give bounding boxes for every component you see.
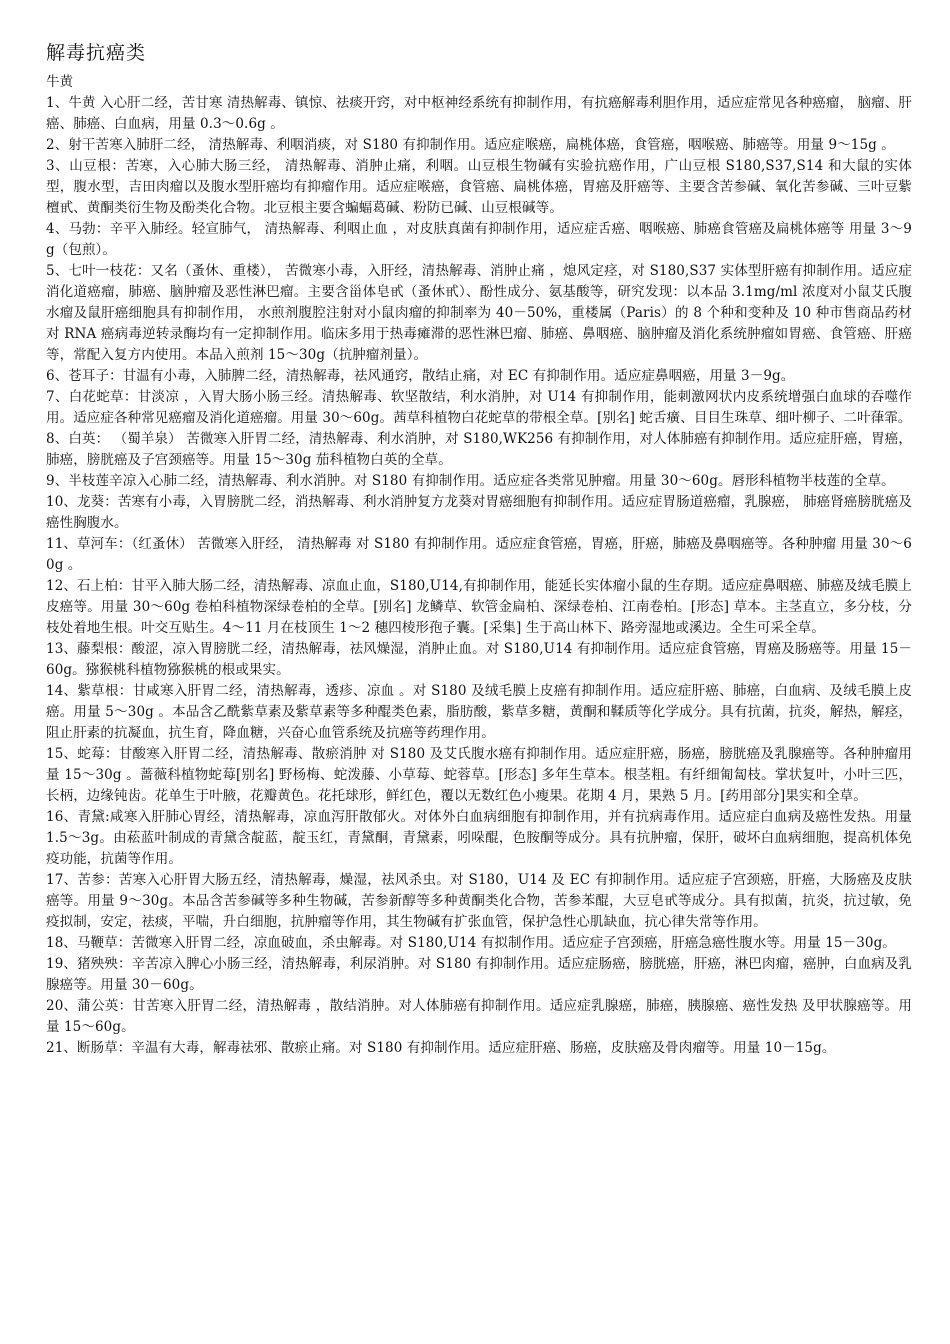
entry-19: 19、猪殃殃：辛苦凉入脾心小肠三经，清热解毒，利尿消肿。对 S180 有抑制作用。适应症肠癌，膀胱癌，肝癌，淋巴肉瘤，癌肿，白血病及乳腺癌等。用量 30－60g。 <box>46 956 912 993</box>
entry-list <box>46 93 912 1059</box>
entry-16: 16、青黛:咸寒入肝肺心胃经，清热解毒，凉血泻肝散郁火。对体外白血病细胞有抑制作用，并有抗病毒作用。适应症白血病及癌性发热。用量 1.5～3g。由菘蓝叶制成的青黛含靛蓝，靛玉红，青黛酮，青黛素，吲哚醌，色胺酮等成分。具有抗肿瘤，保肝，破坏白血病细胞，提高机体免疫功能，抗菌等作用。 <box>46 809 912 867</box>
entry-7: 7、白花蛇草：甘淡凉 ，入胃大肠小肠三经。清热解毒、软坚散结，利水消肿，对 U14 有抑制作用，能刺激网状内皮系统增强白血球的吞噬作用。适应症各种常见癌瘤及消化道癌瘤。用量 30～60g。茜草科植物白花蛇草的带根全草。[别名] 蛇舌癀、目目生珠草、细叶柳子、二叶葎霏。 <box>46 389 912 426</box>
entry-21: 21、断肠草：辛温有大毒，解毒祛邪、散瘀止痛。对 S180 有抑制作用。适应症肝癌、肠癌，皮肤癌及骨肉瘤等。用量 10－15g。 <box>46 1040 836 1056</box>
entry-18: 18、马鞭草：苦微寒入肝胃二经，凉血破血，杀虫解毒。对 S180,U14 有拟制作用。适应症子宫颈癌，肝癌急癌性腹水等。用量 15－30g。 <box>46 935 896 951</box>
entry-8: 8、白英： （蜀羊泉） 苦微寒入肝胃二经，清热解毒、利水消肿，对 S180,WK256 有抑制作用，对人体肺癌有抑制作用。适应症肝癌，胃癌，肺癌，膀胱癌及子宫颈癌等。用量 15～30g 茄科植物白英的全草。 <box>46 431 912 468</box>
entry-3: 3、山豆根：苦寒，入心肺大肠三经， 清热解毒、消肿止痛，利咽。山豆根生物碱有实验抗癌作用，广山豆根 S180,S37,S14 和大鼠的实体型，腹水型，吉田肉瘤以及腹水型肝癌均有抑瘤作用。适应症喉癌，食管癌、扁桃体癌，胃癌及肝癌等、主要含苦参碱、氧化苦参碱、三叶豆紫檀甙、黄酮类衍生物及酚类化合物。北豆根主要含蝙蝠葛碱、粉防已碱、山豆根碱等。 <box>46 158 912 216</box>
entry-14: 14、紫草根：甘咸寒入肝胃二经，清热解毒，透疹、凉血 。对 S180 及绒毛膜上皮癌有抑制作用。适应症肝癌、肺癌，白血病、及绒毛膜上皮癌。用量 5～30g 。本品含乙酰紫草素及紫草素等多种醌类色素，脂肪酸，紫草多糖，黄酮和鞣质等化学成分。具有抗菌，抗炎，解热，解痉，阻止肝素的抗凝血，抗生育，降血糖，兴奋心血管系统及抗癌等药理作用。 <box>46 683 912 741</box>
document-title: 解毒抗癌类 <box>46 42 147 64</box>
entry-15: 15、蛇莓：甘酸寒入肝胃二经，清热解毒、散瘀消肿 对 S180 及艾氏腹水癌有抑制作用。适应症肝癌，肠癌，膀胱癌及乳腺癌等。各种肿瘤用量 15～30g 。蔷薇科植物蛇莓[别名] 野杨梅、蛇泼藤、小草莓、蛇蓉草。[形态] 多年生草本。根茎粗。有纤细匍匐枝。掌状复叶，小叶三匹，长柄，边缘钝齿。花单生于叶腋，花瓣黄色。花托球形，鲜红色，覆以无数红色小瘦果。花期 4 月，果熟 5 月。[药用部分]果实和全草。 <box>46 746 912 804</box>
entry-2: 2、射干苦寒入肺肝二经， 清热解毒、利咽消痰，对 S180 有抑制作用。适应症喉癌，扁桃体癌，食管癌，咽喉癌、肺癌等。用量 9～15g 。 <box>46 137 895 153</box>
entry-1: 1、牛黄 入心肝二经，苦甘寒 清热解毒、镇惊、祛痰开窍，对中枢神经系统有抑制作用，有抗癌解毒利胆作用，适应症常见各种癌瘤， 脑瘤、肝癌、肺癌、白血病，用量 0.3～0.6g 。 <box>46 95 912 132</box>
entry-10: 10、龙葵：苦寒有小毒，入胃膀胱二经，消热解毒、利水消肿复方龙葵对胃癌细胞有抑制作用。适应症胃肠道癌瘤，乳腺癌， 肺癌肾癌膀胱癌及癌性胸腹水。 <box>46 494 912 531</box>
entry-5: 5、七叶一枝花：又名（蚤休、重楼）， 苦微寒小毒，入肝经，清热解毒、消肿止痛 ，熄风定痉，对 S180,S37 实体型肝癌有抑制作用。适应症消化道癌瘤，肺癌、脑肿瘤及恶性淋巴瘤。主要含甾体皂甙（蚤休甙）、酚性成分、氨基酸等，研究发现：以本品 3.1mg/ml 浓度对小鼠艾氏腹水瘤及鼠肝癌细胞具有抑制作用， 水煎剂腹腔注射对小鼠肉瘤的抑制率为 40－50%，重楼属（Paris）的 8 个种和变种及 10 种市售商品药材对 RNA 癌病毒逆转录酶均有一定抑制作用。临床多用于热毒瘫滞的恶性淋巴瘤、肺癌、鼻咽癌、脑肿瘤及消化系统肿瘤如胃癌、食管癌、肝癌等，常配入复方内使用。本品入煎剂 15～30g（抗肿瘤剂量）。 <box>46 263 912 363</box>
entry-4: 4、马勃：辛平入肺经。轻宣肺气， 清热解毒、利咽止血 ，对皮肤真菌有抑制作用，适应症舌癌、咽喉癌、肺癌食管癌及扁桃体癌等 用量 3～9g（包煎）。 <box>46 221 912 258</box>
entry-11: 11、草河车：（红蚤休） 苦微寒入肝经， 清热解毒 对 S180 有抑制作用。适应症食管癌，胃癌，肝癌，肺癌及鼻咽癌等。各种肿瘤 用量 30～60g 。 <box>46 536 912 573</box>
entry-13: 13、藤梨根：酸涩，凉入胃膀胱二经，清热解毒，祛风燥湿，消肿止血。对 S180,U14 有抑制作用。适应症食管癌，胃癌及肠癌等。用量 15－60g。猕猴桃科植物猕猴桃的根或果实。 <box>46 641 912 678</box>
entry-20: 20、蒲公英：甘苦寒入肝胃二经，清热解毒 ，散结消肿。对人体肺癌有抑制作用。适应症乳腺癌，肺癌，胰腺癌、癌性发热 及甲状腺癌等。用量 15～60g。 <box>46 998 912 1035</box>
entry-9: 9、半枝莲辛凉入心肺二经，清热解毒、利水消肿。对 S180 有抑制作用。适应症各类常见肿瘤。用量 30～60g。唇形科植物半枝莲的全草。 <box>46 473 895 489</box>
entry-17: 17、苦参：苦寒入心肝胃大肠五经，清热解毒，燥湿，祛风杀虫。对 S180，U14 及 EC 有抑制作用。适应症子宫颈癌，肝癌，大肠癌及皮肤癌等。用量 9～30g。本品含苦参碱等多种生物碱，苦参新醇等多种黄酮类化合物，苦参苯醌，大豆皂甙等成分。具有拟菌，抗炎，抗过敏，免疫拟制，安定，祛痰，平喘，升白细胞，抗肿瘤等作用，其生物碱有扩张血管，保护急性心肌缺血，抗心律失常等作用。 <box>46 872 912 930</box>
document-subtitle: 牛黄 <box>46 74 73 90</box>
entry-6: 6、苍耳子：甘温有小毒，入肺脾二经，清热解毒，祛风通窍，散结止痛，对 EC 有抑制作用。适应症鼻咽癌，用量 3－9g。 <box>46 368 795 384</box>
entry-12: 12、石上柏：甘平入肺大肠二经，清热解毒、凉血止血，S180,U14,有抑制作用，能延长实体瘤小鼠的生存期。适应症鼻咽癌、肺癌及绒毛膜上皮癌等。用量 30～60g 卷柏科植物深绿卷柏的全草。[别名] 龙鳞草、软管金扁柏、深绿卷柏、江南卷柏。[形态] 草本。主茎直立，多分枝，分枝处着地生根。叶交互贴生。4～11 月在枝顶生 1～2 穗四棱形孢子囊。[采集] 生于高山林下、路旁湿地或溪边。全生可采全草。 <box>46 578 912 636</box>
